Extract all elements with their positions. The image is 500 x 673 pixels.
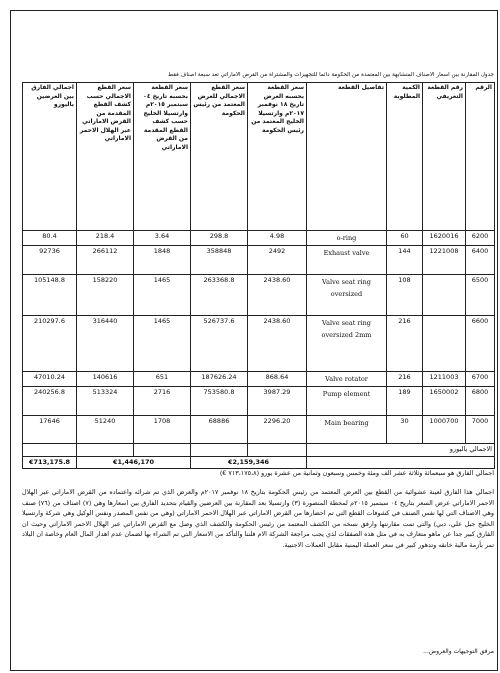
part-description: Valve rotator — [307, 372, 387, 387]
header-cell: تفاصيل القطعة — [307, 83, 387, 231]
row-number: 6700 — [466, 372, 495, 387]
total-price-uae: 51240 — [77, 416, 134, 444]
unit-price-gov: 3987.29 — [248, 387, 307, 416]
row-number: 7000 — [466, 416, 495, 444]
total-price-uae: 140616 — [77, 372, 134, 387]
header-cell: الكمية المطلوبة — [387, 83, 423, 231]
header-cell: سعر القطع الاجمالي حسب كشف القطع المقدمة من القرض الاماراتي عبر الهلال الاحمر الاماراتي — [77, 83, 134, 231]
row-number: 6200 — [466, 231, 495, 246]
unit-price-uae: 1465 — [134, 275, 191, 316]
part-number: 1221008 — [423, 246, 466, 275]
price-difference: 17646 — [23, 416, 77, 444]
total-price-uae: 158220 — [77, 275, 134, 316]
quantity: 30 — [387, 416, 423, 444]
empty-cell — [23, 444, 77, 457]
part-number: 1211003 — [423, 372, 466, 387]
header-cell: اجمالي الفارق بين العرضين باليورو — [23, 83, 77, 231]
total-price-gov: 753580.8 — [191, 387, 248, 416]
empty-cell — [77, 444, 134, 457]
quantity: 189 — [387, 387, 423, 416]
unit-price-uae: 3.64 — [134, 231, 191, 246]
table-row — [23, 231, 495, 246]
unit-price-gov: 2492 — [248, 246, 307, 275]
empty-cell — [134, 444, 191, 457]
quantity: 144 — [387, 246, 423, 275]
part-description: Main bearing — [307, 416, 387, 444]
part-number: 1000700 — [423, 416, 466, 444]
unit-price-gov: 2438.60 — [248, 316, 307, 372]
total-gov: €2,159,346 — [191, 457, 307, 469]
total-price-gov: 358848 — [191, 246, 248, 275]
row-number: 6400 — [466, 246, 495, 275]
quantity: 108 — [387, 275, 423, 316]
unit-price-gov: 868.64 — [248, 372, 307, 387]
price-difference: 240256.8 — [23, 387, 77, 416]
table-row — [23, 275, 495, 316]
quantity: 60 — [387, 231, 423, 246]
price-difference: 210297.6 — [23, 316, 77, 372]
attachment-note: مرفق التوجيهات والعروض... — [423, 648, 494, 655]
total-price-uae: 266112 — [77, 246, 134, 275]
total-price-uae: 218.4 — [77, 231, 134, 246]
total-price-uae: 513324 — [77, 387, 134, 416]
part-number: 1650002 — [423, 387, 466, 416]
empty-cell — [307, 457, 495, 469]
table-header-row — [23, 83, 495, 231]
unit-price-uae: 2716 — [134, 387, 191, 416]
unit-price-gov: 2296.20 — [248, 416, 307, 444]
part-description: Valve seat ring oversized — [307, 275, 387, 316]
unit-price-gov: 2438.60 — [248, 275, 307, 316]
part-number — [423, 275, 466, 316]
unit-price-gov: 4.98 — [248, 231, 307, 246]
unit-price-uae: 1848 — [134, 246, 191, 275]
total-uae: €1,446,170 — [77, 457, 191, 469]
table-title: جدول المقارنة بين اسعار الاصناف المتشابهة بين المعتمدة من الحكومة دائما للتجهيزات والمشتراة من القرض الاماراتي تعد سبعة اصناف فقط — [167, 72, 494, 78]
row-number: 6500 — [466, 275, 495, 316]
comparison-table — [22, 82, 495, 469]
total-price-uae: 316440 — [77, 316, 134, 372]
totals-label: الاجمالي باليورو — [307, 444, 495, 457]
summary-text: اجمالي الفارق هو سبعمائة وثلاثة عشر الف ومئة وخمس وسبعون وثمانية من عشرة يورو (٧١٣،١٧٥،٨ €) — [219, 469, 494, 477]
quantity: 216 — [387, 372, 423, 387]
part-description: Pump element — [307, 387, 387, 416]
total-price-gov: 68886 — [191, 416, 248, 444]
price-difference: 80.4 — [23, 231, 77, 246]
part-description: Exhaust valve — [307, 246, 387, 275]
totals-label-row — [23, 444, 495, 457]
total-difference: €713,175.8 — [23, 457, 77, 469]
header-cell: سعر القطعة بحسبه تاريخ ٠٤ سبتمبر ٢٠١٥م وارتسيلا الخليج حسب كشف القطع المقدمة من القرض الاماراتي — [134, 83, 191, 231]
empty-cell — [191, 444, 248, 457]
table-row — [23, 246, 495, 275]
header-cell: الرقم — [466, 83, 495, 231]
unit-price-uae: 1708 — [134, 416, 191, 444]
header-cell: سعر القطع الاجمالي للعرض المعتمد من رئيس الحكومة — [191, 83, 248, 231]
table-row — [23, 372, 495, 387]
part-description: o-ring — [307, 231, 387, 246]
unit-price-uae: 1465 — [134, 316, 191, 372]
row-number: 6800 — [466, 387, 495, 416]
body-paragraph: اجمالي هذا الفارق لعينة عشوائية من القطع بين العرض المعتمد من رئيس الحكومة بتاريخ ١٨ نوفمبر ٢٠١٧م والعرض الذي تم شرائه واعتماده من القرض الاماراتي عبر الهلال الاحمر الاماراتي عرض السعر بتاريخ ٠٤ سبتمبر ٢٠١٥م لمحطة المنصورة (٣) وارتسيلا بعد المقارنة بين العرضين والقيام بتحديد الفارق بين اسعارها وهي (٧) اصناف من (٧٦) صنف وهي الاصناف التي لها نفس الصنف في كشوفات القطع التي تم احضارها من القرض الاماراتي عبر الهلال الاحمر الاماراتي (وهي من نفس المصدر ونفس الوكيل وهي شركة وارتسيلا الخليج جبل علي، دبي) والتي تمت مقارنتها وارفق نسخه من الكشف المعتمد من رئيس الحكومة والكشف الذي وصل مع القرض الاماراتي عبر الهلال الاحمر الاماراتي وحيث ان الفارق كبير جدا عن ماهو متعارف به في مثل هذه الصفقات لذي يجب مراجعة الشركة الام فلننا والتأكد من الاسعار التي تم الشراء بها لضمان عدم اهدار المال العام وخاصة ان البلاد تمر بأزمة مالية خانقه وتدهور كبير في سعر العملة اليمنية مقابل العملات الاجنبية. — [22, 488, 494, 549]
table-row — [23, 316, 495, 372]
total-price-gov: 263368.8 — [191, 275, 248, 316]
part-number: 1620016 — [423, 231, 466, 246]
header-cell: رقم القطعة التعريفي — [423, 83, 466, 231]
part-number — [423, 316, 466, 372]
part-description: Valve seat ring oversized 2mm — [307, 316, 387, 372]
row-number: 6600 — [466, 316, 495, 372]
empty-cell — [248, 444, 307, 457]
total-price-gov: 526737.6 — [191, 316, 248, 372]
totals-row — [23, 457, 495, 469]
price-difference: 47010.24 — [23, 372, 77, 387]
total-price-gov: 187626.24 — [191, 372, 248, 387]
quantity: 216 — [387, 316, 423, 372]
table-row — [23, 387, 495, 416]
header-cell: سعر القطعة بحسبه العرض تاريخ ١٨ نوفمبر ٢٠١٧م وارتسيلا الخليج المعتمد من رئيس الحكومة — [248, 83, 307, 231]
table-row — [23, 416, 495, 444]
total-price-gov: 298.8 — [191, 231, 248, 246]
price-difference: 92736 — [23, 246, 77, 275]
unit-price-uae: 651 — [134, 372, 191, 387]
price-difference: 105148.8 — [23, 275, 77, 316]
